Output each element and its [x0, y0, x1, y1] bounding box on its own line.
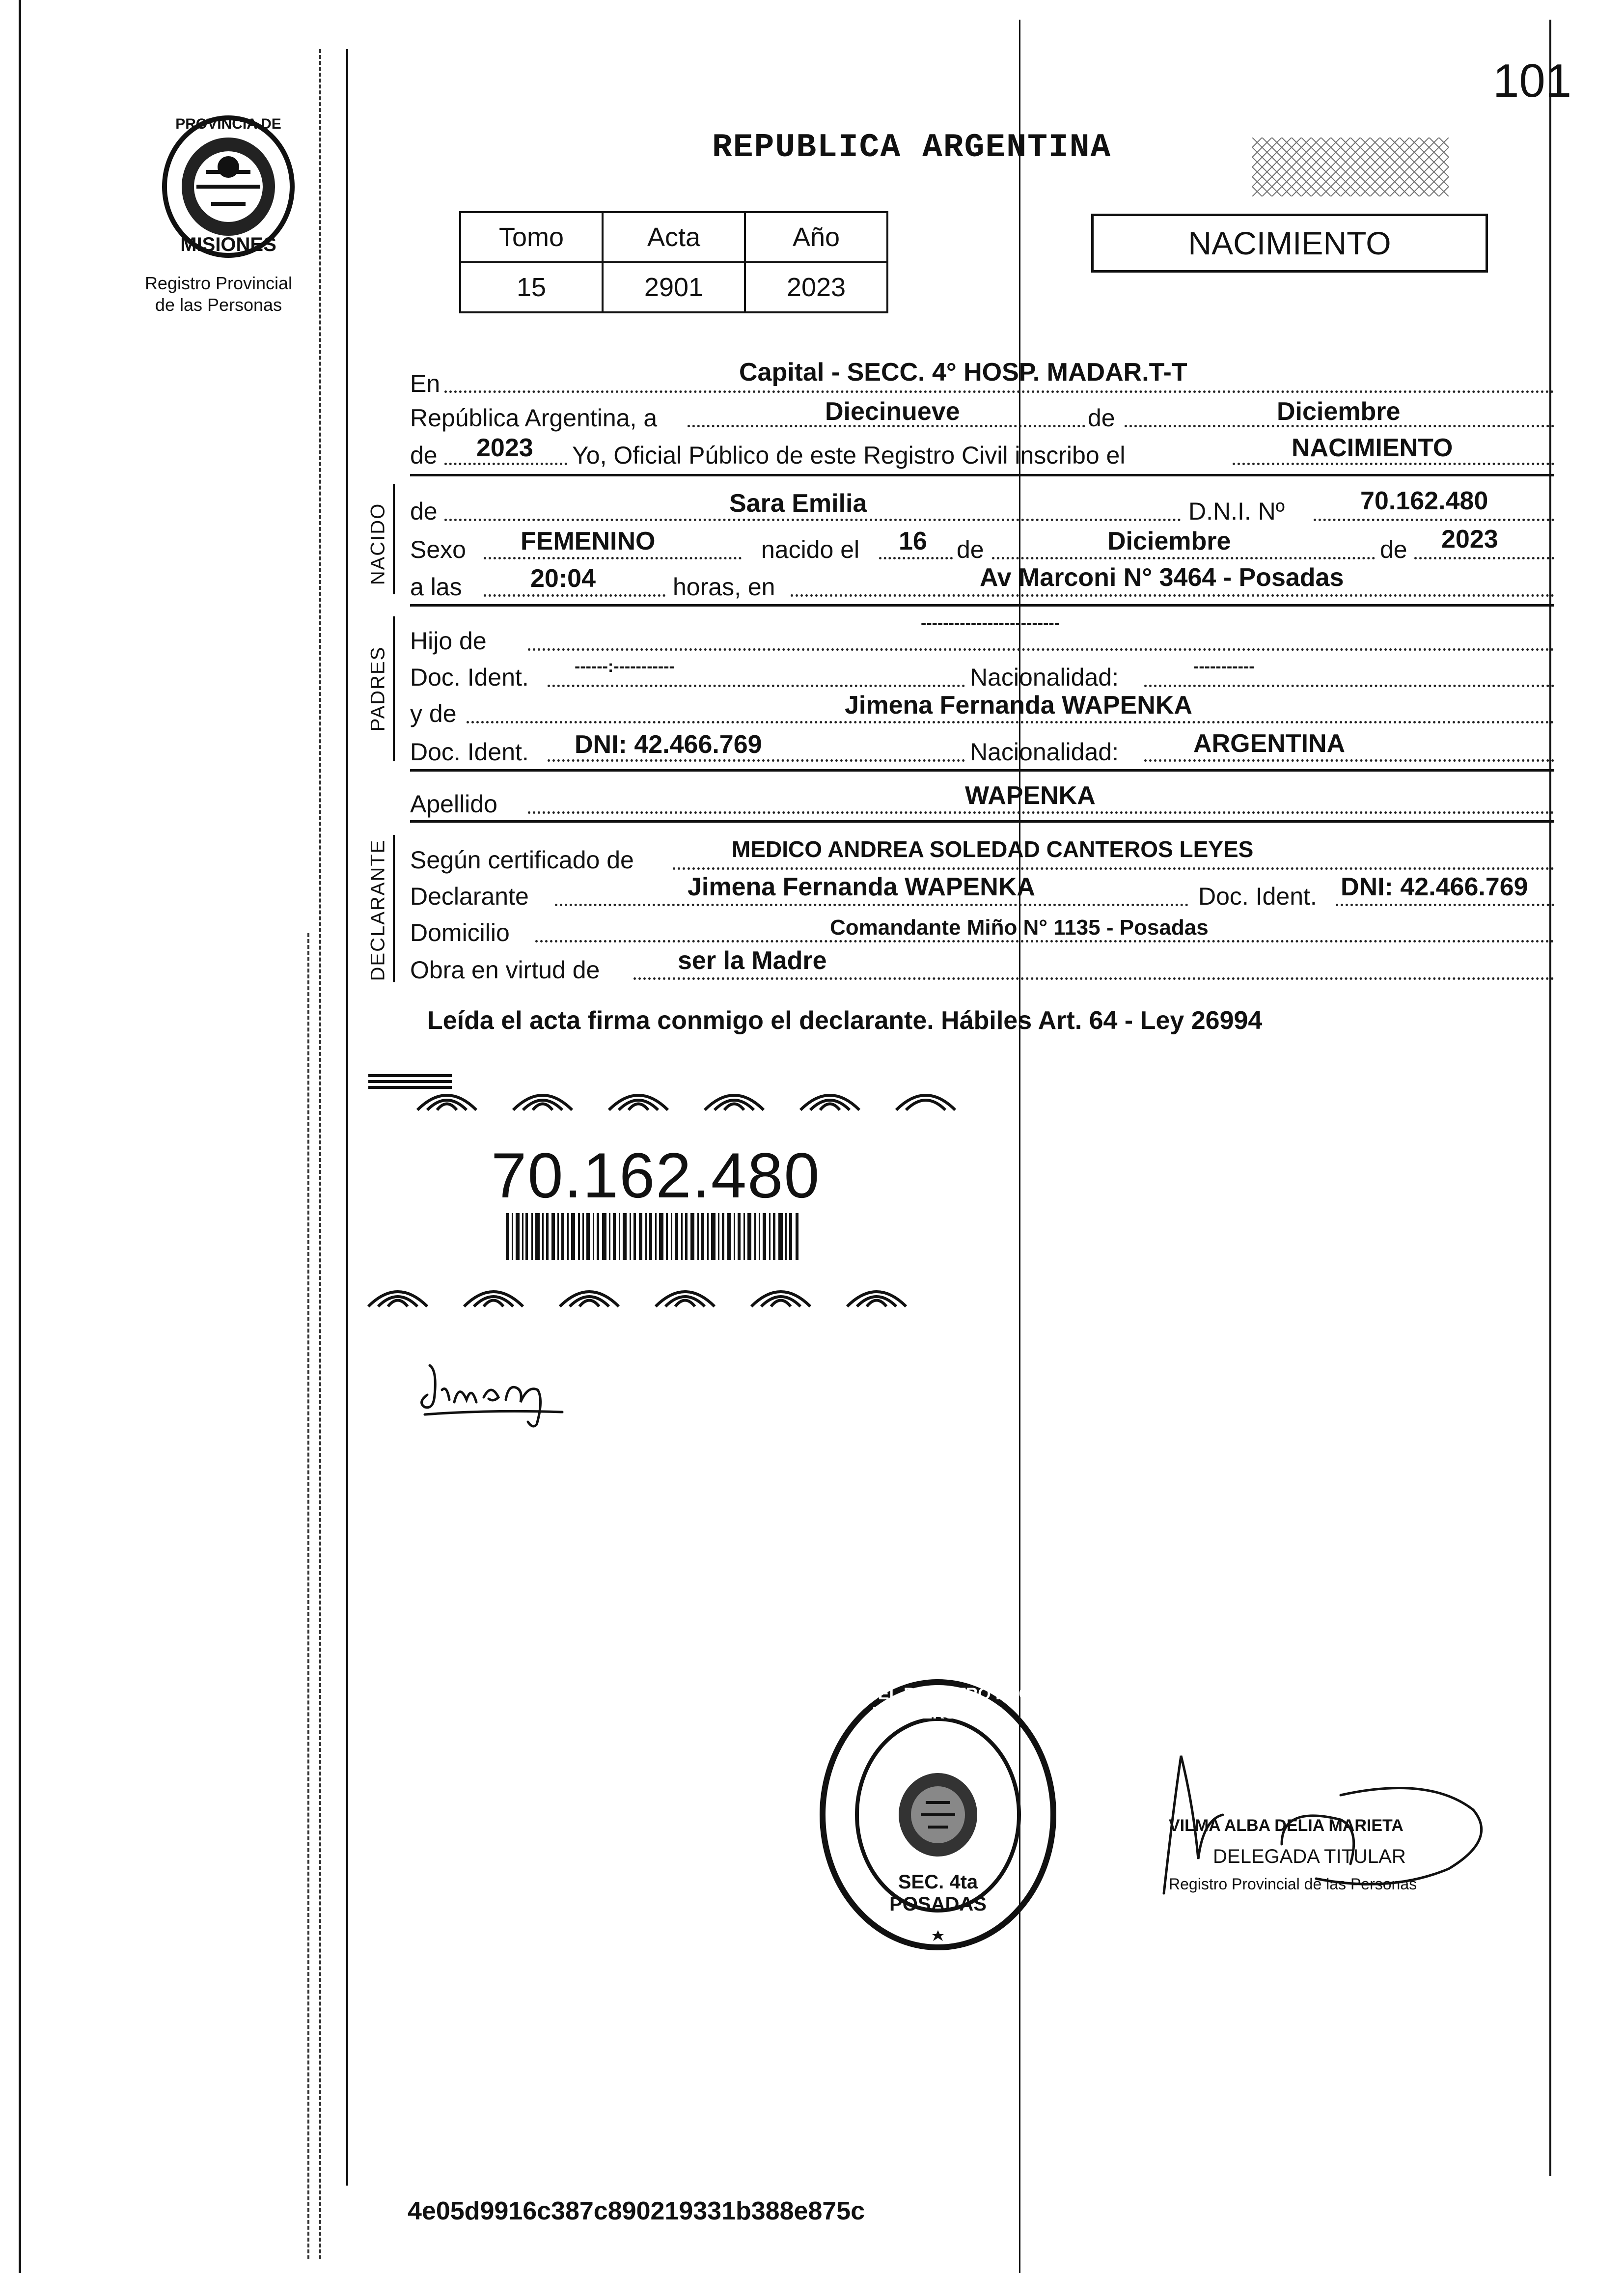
value-acto: NACIMIENTO [1292, 434, 1453, 462]
value-mes: Diciembre [1277, 397, 1401, 426]
label-y-de: y de [410, 700, 457, 727]
label-hijo-de: Hijo de [410, 627, 487, 655]
section-declarante: DECLARANTE [367, 839, 389, 981]
form-right-line [1549, 20, 1551, 2176]
label-obra: Obra en virtud de [410, 956, 600, 984]
label-dni: D.N.I. Nº [1188, 498, 1285, 525]
value-domicilio: Comandante Miño N° 1135 - Posadas [830, 915, 1209, 940]
brace-nacido [393, 484, 395, 594]
value-madre-nombre: Jimena Fernanda WAPENKA [845, 691, 1192, 720]
dots-madre [467, 721, 1554, 723]
dots-domicilio [535, 940, 1554, 942]
value-certificado: MEDICO ANDREA SOLEDAD CANTEROS LEYES [732, 836, 1254, 862]
brace-padres [393, 616, 395, 761]
value-anio: 2023 [476, 434, 533, 462]
value-declarante-doc: DNI: 42.466.769 [1341, 873, 1528, 901]
record-header-tomo: Tomo [460, 212, 603, 262]
label-nacido: nacido el [761, 536, 860, 563]
dots-sexo [484, 557, 742, 559]
dots-madre-doc [548, 759, 965, 762]
value-apellido: WAPENKA [965, 781, 1096, 810]
dots-virtud [633, 977, 1554, 980]
barcode [506, 1213, 800, 1260]
section-padres: PADRES [367, 646, 389, 732]
dots-mes-nac [992, 557, 1375, 559]
closing-text: Leída el acta firma conmigo el declarante. Hábiles Art. 64 - Ley 26994 [427, 1006, 1263, 1035]
form-left-line [346, 49, 348, 2186]
label-de-anio2: de [1380, 536, 1407, 563]
dots-dia-nac [879, 557, 953, 559]
label-apellido: Apellido [410, 790, 497, 818]
label-doc-ident2: Doc. Ident. [410, 738, 529, 766]
record-table [459, 211, 888, 313]
security-band-bottom [363, 1267, 958, 1311]
value-hora: 20:04 [530, 564, 596, 593]
value-mes-nac: Diciembre [1107, 527, 1231, 555]
label-oficial: Yo, Oficial Público de este Registro Civil inscribo el [572, 442, 1126, 469]
value-madre-nac: ARGENTINA [1193, 729, 1346, 758]
dots-en [444, 390, 1554, 393]
value-anio-nac: 2023 [1441, 525, 1498, 554]
dots-padre-doc [548, 685, 965, 687]
dots-lugar-nac [791, 594, 1554, 597]
label-domicilio: Domicilio [410, 919, 510, 946]
page-number: 101 [1493, 55, 1572, 107]
rule-1 [410, 474, 1554, 476]
value-virtud: ser la Madre [678, 946, 827, 975]
label-doc-ident3: Doc. Ident. [1198, 883, 1317, 910]
label-segun: Según certificado de [410, 846, 634, 874]
dots-dni [1314, 519, 1554, 521]
record-value-acta: 2901 [603, 262, 745, 312]
declarant-signature [415, 1356, 577, 1429]
dots-hora [484, 594, 665, 597]
value-lugar: Capital - SECC. 4° HOSP. MADAR.T-T [739, 358, 1187, 387]
label-declarante: Declarante [410, 883, 529, 910]
doc-type-label: NACIMIENTO [1188, 225, 1391, 261]
stamp-inner-text: SEC. 4ta POSADAS [889, 1871, 987, 1915]
label-a-las: a las [410, 573, 462, 601]
dots-declarante-doc [1336, 904, 1554, 906]
dots-madre-nac [1144, 759, 1554, 762]
brace-declarante [393, 835, 395, 982]
label-republica: República Argentina, a [410, 404, 658, 432]
record-header-acta: Acta [603, 212, 745, 262]
dots-nombre [444, 519, 1181, 521]
label-doc-ident1: Doc. Ident. [410, 664, 529, 691]
doc-type-box [1091, 214, 1488, 273]
registry-name-2: de las Personas [155, 295, 282, 315]
dots-anio-nac [1414, 557, 1554, 559]
label-en: En [410, 370, 440, 397]
rule-3 [410, 769, 1554, 772]
value-padre-doc: ------:----------- [575, 657, 675, 676]
left-edge-line [19, 0, 21, 2273]
dots-anio [444, 463, 567, 465]
value-dia-texto: Diecinueve [825, 397, 960, 426]
label-de-mes: de [1088, 404, 1115, 432]
dots-padre-nac [1144, 685, 1554, 687]
value-padre-nac: ----------- [1193, 657, 1255, 676]
dots-apellido [528, 811, 1554, 814]
document-hash: 4e05d9916c387c890219331b388e875c [408, 2197, 865, 2225]
section-nacido: NACIDO [367, 502, 389, 585]
value-dni: 70.162.480 [1360, 487, 1488, 515]
registry-seal-top-text: PROVINCIA DE [175, 116, 281, 132]
record-value-tomo: 15 [460, 262, 603, 312]
official-name: VILMA ALBA DELIA MARIETA [1169, 1816, 1404, 1835]
label-nacionalidad2: Nacionalidad: [970, 738, 1119, 766]
label-de-anio: de [410, 442, 438, 469]
value-sexo: FEMENINO [521, 527, 656, 555]
binding-dash-line [319, 49, 321, 2259]
security-hologram [1252, 138, 1449, 196]
country-title: REPUBLICA ARGENTINA [712, 129, 1112, 166]
official-org: Registro Provincial de las Personas [1169, 1875, 1417, 1893]
official-title: DELEGADA TITULAR [1213, 1846, 1406, 1867]
dots-certificado [673, 867, 1554, 870]
dots-declarante [555, 904, 1188, 906]
registry-name-1: Registro Provincial [144, 273, 293, 293]
label-sexo: Sexo [410, 536, 466, 563]
binding-dash-line-2 [307, 933, 309, 2259]
label-de-nombre: de [410, 498, 438, 525]
rule-2 [410, 604, 1554, 607]
record-value-anio: 2023 [745, 262, 887, 312]
dots-acto [1233, 463, 1554, 465]
security-band-top [363, 1071, 958, 1115]
record-header-anio: Año [745, 212, 887, 262]
label-de-dia: de [957, 536, 984, 563]
value-declarante: Jimena Fernanda WAPENKA [688, 873, 1035, 901]
value-lugar-nac: Av Marconi N° 3464 - Posadas [980, 563, 1344, 592]
value-nombre: Sara Emilia [729, 489, 867, 518]
label-nacionalidad1: Nacionalidad: [970, 664, 1119, 691]
registry-seal-bottom-text: MISIONES [180, 234, 276, 255]
value-padre-nombre: ------------------------- [921, 614, 1060, 633]
value-dia-nac: 16 [899, 527, 927, 555]
barcode-number: 70.162.480 [491, 1139, 821, 1211]
dots-padre [528, 648, 1554, 651]
rule-4 [410, 820, 1554, 823]
stamp-outer-text: DELEGACION DEL REGISTRO PROVINCIAL DE LAS PERSONAS [750, 1685, 1126, 1722]
value-madre-doc: DNI: 42.466.769 [575, 730, 762, 759]
label-horas: horas, en [673, 573, 775, 601]
